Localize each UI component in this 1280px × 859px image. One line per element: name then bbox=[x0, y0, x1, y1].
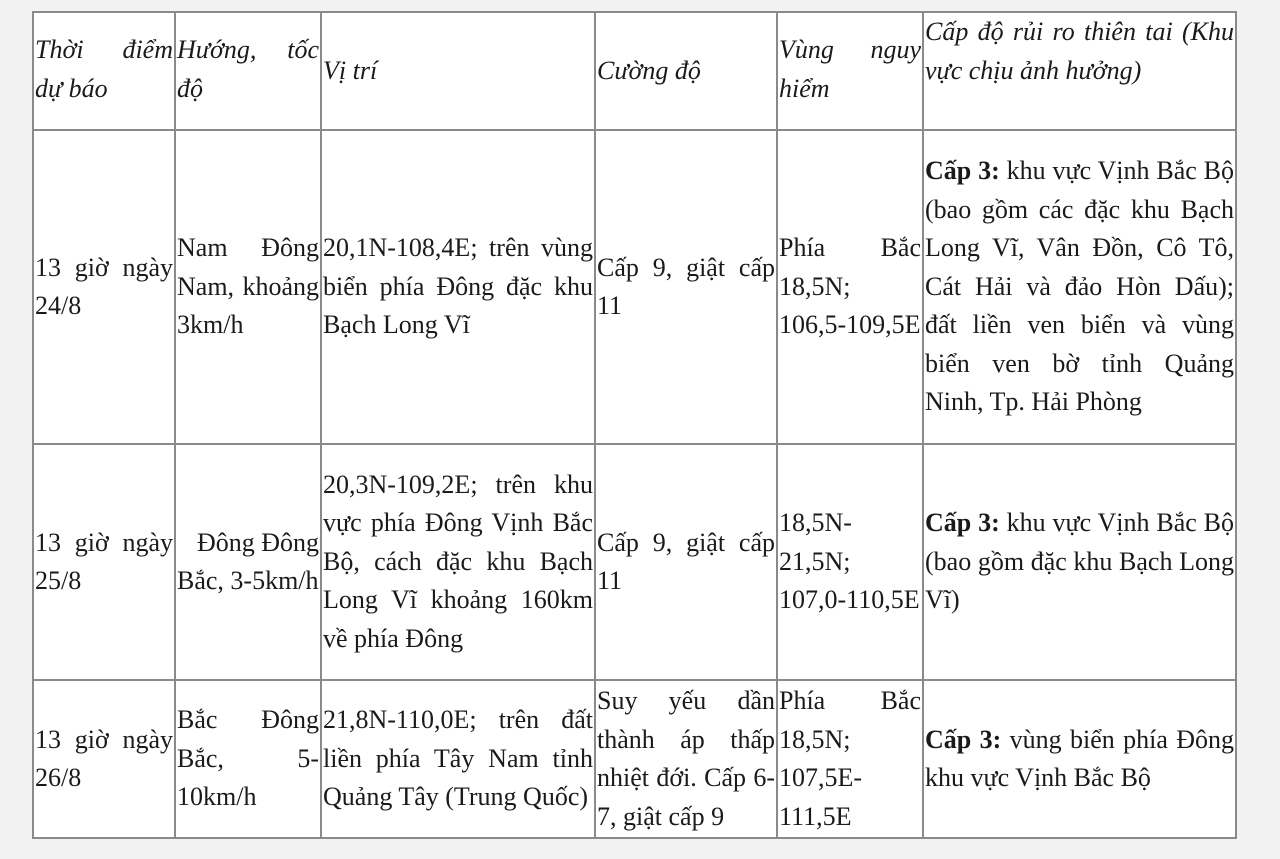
storm-forecast-table bbox=[32, 11, 1237, 839]
header-row bbox=[33, 12, 1236, 130]
cell-position: 20,3N-109,2E; trên khu vực phía Đông Vịnh Bắc Bộ, cách đặc khu Bạch Long Vĩ khoảng 160km về phía Đông bbox=[321, 444, 595, 680]
header-direction-speed: Hướng, tốc độ bbox=[175, 12, 321, 130]
risk-area-text: khu vực Vịnh Bắc Bộ (bao gồm đặc khu Bạch Long Vĩ) bbox=[925, 508, 1234, 615]
header-forecast-time: Thời điểm dự báo bbox=[33, 12, 175, 130]
table-row bbox=[33, 444, 1236, 680]
risk-level-label: Cấp 3: bbox=[925, 508, 1000, 538]
cell-intensity: Cấp 9, giật cấp 11 bbox=[595, 130, 777, 444]
header-position: Vị trí bbox=[321, 12, 595, 130]
cell-risk bbox=[923, 444, 1236, 680]
cell-time: 13 giờ ngày 26/8 bbox=[33, 680, 175, 838]
cell-danger-zone: 18,5N-21,5N; 107,0-110,5E bbox=[777, 444, 923, 680]
cell-risk bbox=[923, 130, 1236, 444]
cell-position: 20,1N-108,4E; trên vùng biển phía Đông đặc khu Bạch Long Vĩ bbox=[321, 130, 595, 444]
cell-danger-zone: Phía Bắc 18,5N; 107,5E-111,5E bbox=[777, 680, 923, 838]
cell-direction: Đông Đông Bắc, 3-5km/h bbox=[175, 444, 321, 680]
cell-time: 13 giờ ngày 25/8 bbox=[33, 444, 175, 680]
cell-time: 13 giờ ngày 24/8 bbox=[33, 130, 175, 444]
risk-area-text: vùng biển phía Đông khu vực Vịnh Bắc Bộ bbox=[925, 724, 1234, 792]
cell-danger-zone: Phía Bắc 18,5N; 106,5-109,5E bbox=[777, 130, 923, 444]
cell-intensity: Suy yếu dần thành áp thấp nhiệt đới. Cấp 6-7, giật cấp 9 bbox=[595, 680, 777, 838]
table-row bbox=[33, 130, 1236, 444]
header-risk-level: Cấp độ rủi ro thiên tai (Khu vực chịu ảnh hưởng) bbox=[923, 12, 1236, 130]
cell-direction: Bắc Đông Bắc, 5-10km/h bbox=[175, 680, 321, 838]
header-danger-zone: Vùng nguy hiểm bbox=[777, 12, 923, 130]
cell-position: 21,8N-110,0E; trên đất liền phía Tây Nam tỉnh Quảng Tây (Trung Quốc) bbox=[321, 680, 595, 838]
risk-level-label: Cấp 3: bbox=[925, 724, 1002, 754]
table-row bbox=[33, 680, 1236, 838]
cell-direction: Nam Đông Nam, khoảng 3km/h bbox=[175, 130, 321, 444]
cell-risk bbox=[923, 680, 1236, 838]
header-intensity: Cường độ bbox=[595, 12, 777, 130]
risk-level-label: Cấp 3: bbox=[925, 156, 1000, 186]
risk-area-text: khu vực Vịnh Bắc Bộ (bao gồm các đặc khu Bạch Long Vĩ, Vân Đồn, Cô Tô, Cát Hải và đảo Hòn Dấu); đất liền ven biển và vùng biển ven bờ tỉnh Quảng Ninh, Tp. Hải Phòng bbox=[925, 156, 1234, 417]
cell-intensity: Cấp 9, giật cấp 11 bbox=[595, 444, 777, 680]
